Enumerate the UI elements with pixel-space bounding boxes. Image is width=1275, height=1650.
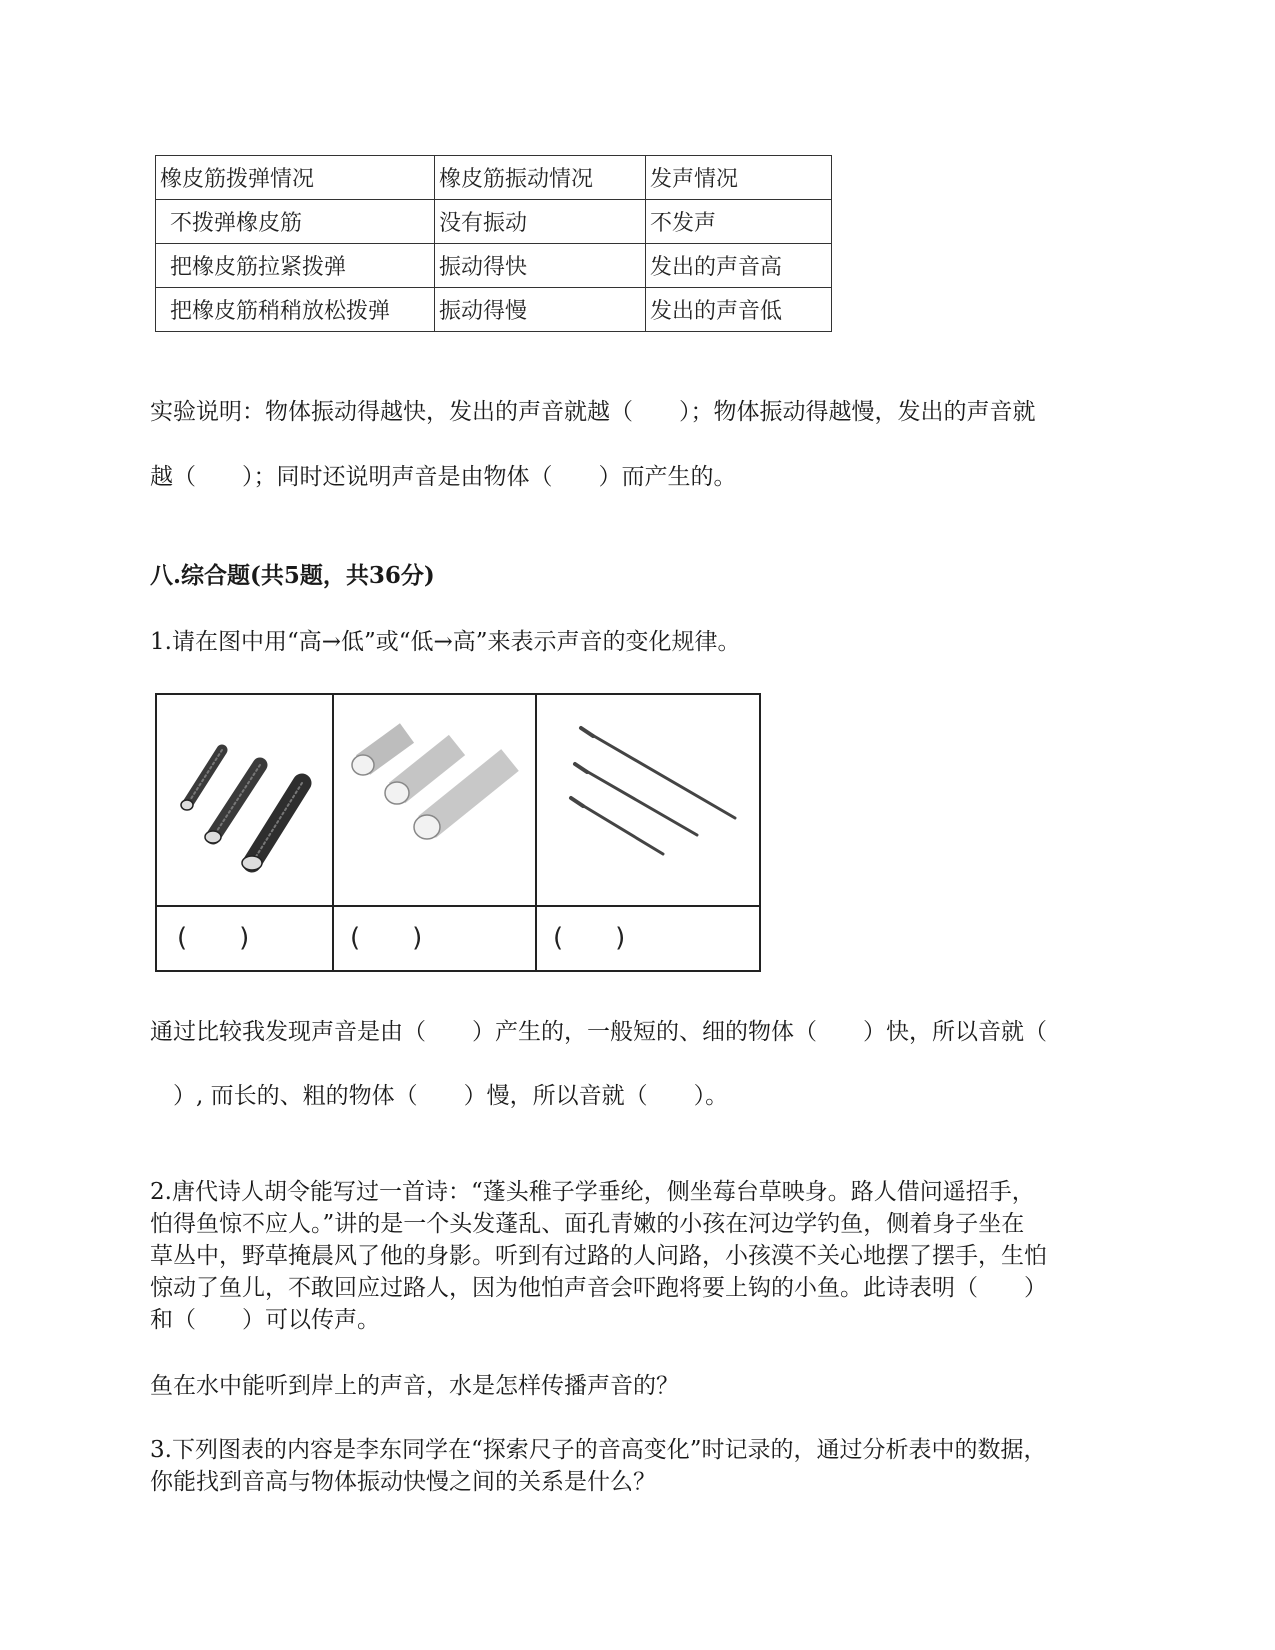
question-2-line: 2.唐代诗人胡令能写过一首诗：“蓬头稚子学垂纶，侧坐莓台草映身。路人借问遥招手， [150,1179,1035,1205]
table-header-cell: 橡皮筋拨弹情况 [156,156,435,200]
section-heading: 八.综合题(共5题，共36分) [150,562,435,589]
table-header-cell: 发声情况 [646,156,832,200]
question-2-line: 和（ ）可以传声。 [150,1307,380,1333]
question-3-line: 3.下列图表的内容是李东同学在“探索尺子的音高变化”时记录的，通过分析表中的数据， [150,1437,1047,1463]
experiment-note-line2: 越（ ）；同时还说明声音是由物体（ ）而产生的。 [150,464,737,490]
question-2-line: 惊动了鱼儿，不敢回应过路人，因为他怕声音会吓跑将要上钩的小鱼。此诗表明（ ） [150,1275,1047,1301]
answer-blank[interactable]: ( ) [177,923,250,953]
experiment-note-line1: 实验说明：物体振动得越快，发出的声音就越（ ）；物体振动得越慢，发出的声音就 [150,399,1036,425]
question-2-line: 怕得鱼惊不应人。”讲的是一个头发蓬乱、面孔青嫩的小孩在河边学钓鱼，侧着身子坐在 [150,1211,1025,1237]
table-header-cell: 橡皮筋振动情况 [435,156,646,200]
table-row [156,244,832,288]
table-cell: 振动得快 [435,244,646,288]
table-cell: 发出的声音高 [646,244,832,288]
answer-blank[interactable]: ( ) [553,923,626,953]
table-header-row [156,156,832,200]
table-cell: 没有振动 [435,200,646,244]
table-cell: 不拨弹橡皮筋 [170,211,303,236]
question-1-prompt: 1.请在图中用“高→低”或“低→高”来表示声音的变化规律。 [150,629,741,655]
metal-tubes-icon [177,735,317,875]
table-cell: 振动得慢 [435,288,646,332]
question-3-line: 你能找到音高与物体振动快慢之间的关系是什么？ [150,1469,656,1495]
experiment-table [155,155,832,332]
table-cell: 把橡皮筋稍稍放松拨弹 [170,299,391,324]
nails-icon [545,720,755,870]
q1-image-grid [155,693,761,972]
answer-blank[interactable]: ( ) [350,923,423,953]
q1-fill-line2: ）, 而长的、粗的物体（ ）慢，所以音就（ ）。 [150,1083,729,1109]
q1-fill-line1: 通过比较我发现声音是由（ ）产生的，一般短的、细的物体（ ）快，所以音就（ [150,1019,1047,1045]
question-2-line: 草丛中，野草掩晨风了他的身影。听到有过路的人问路，小孩漠不关心地摆了摆手，生怕 [150,1243,1047,1269]
paper-tubes-icon [345,715,525,855]
table-row [156,200,832,244]
table-row [156,288,832,332]
table-cell: 发出的声音低 [646,288,832,332]
table-cell: 不发声 [646,200,832,244]
table-cell: 把橡皮筋拉紧拨弹 [170,255,347,280]
question-2-followup: 鱼在水中能听到岸上的声音，水是怎样传播声音的？ [150,1373,679,1399]
